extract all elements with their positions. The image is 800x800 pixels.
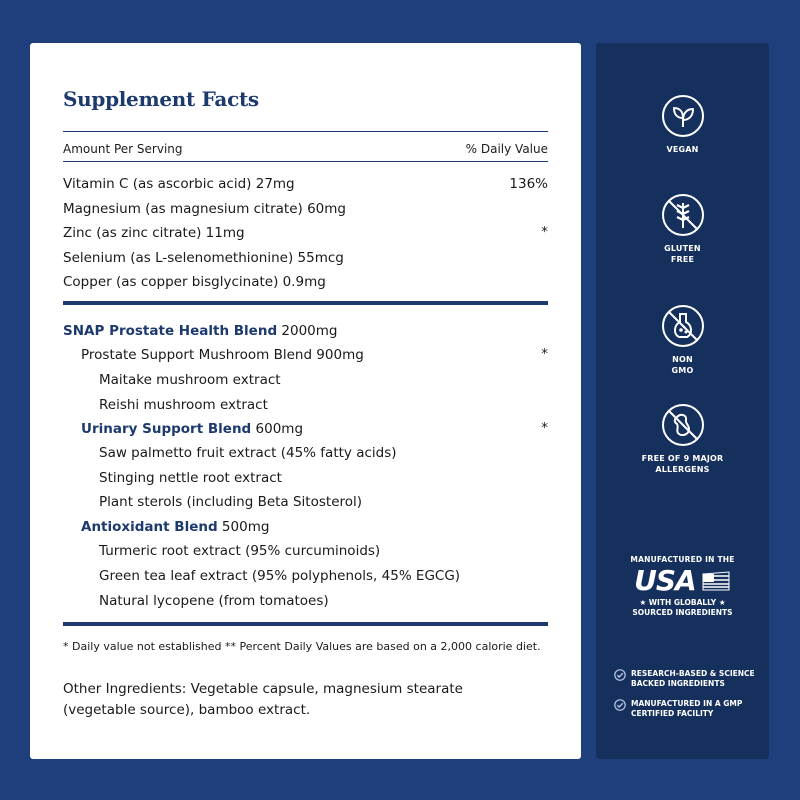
nutrient-dv: * (541, 224, 548, 240)
vegan-badge (596, 94, 769, 155)
blend-row (63, 322, 337, 340)
peanut-icon (661, 403, 705, 447)
blend-name: SNAP Prostate Health Blend (63, 323, 278, 339)
non-text: NON (672, 355, 693, 364)
allergen-text-2: ALLERGENS (655, 465, 710, 474)
antioxidant-blend-amount: 500mg (217, 519, 270, 535)
usa-bottom-text (596, 598, 769, 618)
sub-blend-row: Prostate Support Mushroom Blend 900mg (81, 347, 364, 363)
non-gmo-badge (596, 304, 769, 376)
non-gmo-label (596, 354, 769, 376)
wheat-icon (661, 193, 705, 237)
claim-gmp (614, 699, 759, 719)
sub-blend-row (81, 420, 303, 438)
ingredient-row: Plant sterols (including Beta Sitosterol) (99, 494, 363, 510)
allergen-free-badge (596, 403, 769, 475)
allergen-text-1: FREE OF 9 MAJOR (641, 454, 724, 463)
usa-top-text: MANUFACTURED IN THE (630, 555, 735, 564)
blend-amount: 2000mg (277, 323, 338, 339)
usa-bottom-2: SOURCED INGREDIENTS (632, 608, 733, 617)
nutrient-row: Zinc (as zinc citrate) 11mg (63, 225, 245, 241)
usa-bottom-1: ★ WITH GLOBALLY ★ (639, 598, 726, 607)
gluten-free-badge (596, 193, 769, 265)
gmo-text: GMO (671, 366, 694, 375)
made-in-usa-badge (596, 555, 769, 618)
urinary-blend-amount: 600mg (251, 421, 304, 437)
nutrient-row: Magnesium (as magnesium citrate) 60mg (63, 201, 346, 217)
nutrient-row: Copper (as copper bisglycinate) 0.9mg (63, 274, 326, 290)
claim-research-1: RESEARCH-BASED & SCIENCE (631, 669, 755, 678)
nutrient-dv: 136% (509, 176, 548, 192)
allergen-label (596, 453, 769, 475)
supplement-facts-card (30, 43, 581, 759)
ingredient-row: Turmeric root extract (95% curcuminoids) (99, 543, 381, 559)
blend-divider (63, 622, 548, 626)
header-divider (63, 161, 548, 162)
ingredient-row: Reishi mushroom extract (99, 397, 268, 413)
sub-blend-dv: * (541, 346, 548, 362)
claim-research-text (631, 669, 755, 689)
vegan-label: VEGAN (666, 145, 699, 154)
nutrient-row: Vitamin C (as ascorbic acid) 27mg (63, 176, 295, 192)
claim-gmp-1: MANUFACTURED IN A GMP (631, 699, 743, 708)
nutrient-row: Selenium (as L-selenomethionine) 55mcg (63, 250, 344, 266)
antioxidant-blend-name: Antioxidant Blend (81, 519, 218, 535)
ingredient-row: Green tea leaf extract (95% polyphenols, 45% EGCG) (99, 568, 461, 584)
amount-per-serving-header: Amount Per Serving (63, 142, 183, 156)
footnote: * Daily value not established ** Percent Daily Values are based on a 2,000 calorie diet. (63, 640, 541, 653)
gluten-free-label (596, 243, 769, 265)
leaf-icon (661, 94, 705, 138)
sub-blend-dv: * (541, 420, 548, 436)
badge-panel (596, 43, 769, 759)
other-ingredients: Other Ingredients: Vegetable capsule, magnesium stearate (vegetable source), bamboo extract. (63, 681, 463, 718)
urinary-blend-name: Urinary Support Blend (81, 421, 252, 437)
us-flag-icon (701, 570, 731, 592)
daily-value-header: % Daily Value (465, 142, 548, 156)
flask-icon (661, 304, 705, 348)
ingredient-row: Stinging nettle root extract (99, 470, 282, 486)
ingredient-row: Maitake mushroom extract (99, 372, 281, 388)
vitamins-divider (63, 301, 548, 305)
claim-research-2: BACKED INGREDIENTS (631, 679, 725, 688)
sub-blend-row (81, 518, 269, 536)
ingredient-row: Saw palmetto fruit extract (45% fatty acids) (99, 445, 397, 461)
check-icon (614, 669, 626, 681)
claim-research (614, 669, 759, 689)
free-text: FREE (670, 255, 695, 264)
facts-title: Supplement Facts (63, 87, 259, 111)
check-icon (614, 699, 626, 711)
gluten-text: GLUTEN (664, 244, 701, 253)
ingredient-row: Natural lycopene (from tomatoes) (99, 593, 329, 609)
title-divider (63, 131, 548, 132)
claim-gmp-2: CERTIFIED FACILITY (631, 709, 714, 718)
usa-word: USA (634, 564, 696, 597)
claim-gmp-text (631, 699, 742, 719)
